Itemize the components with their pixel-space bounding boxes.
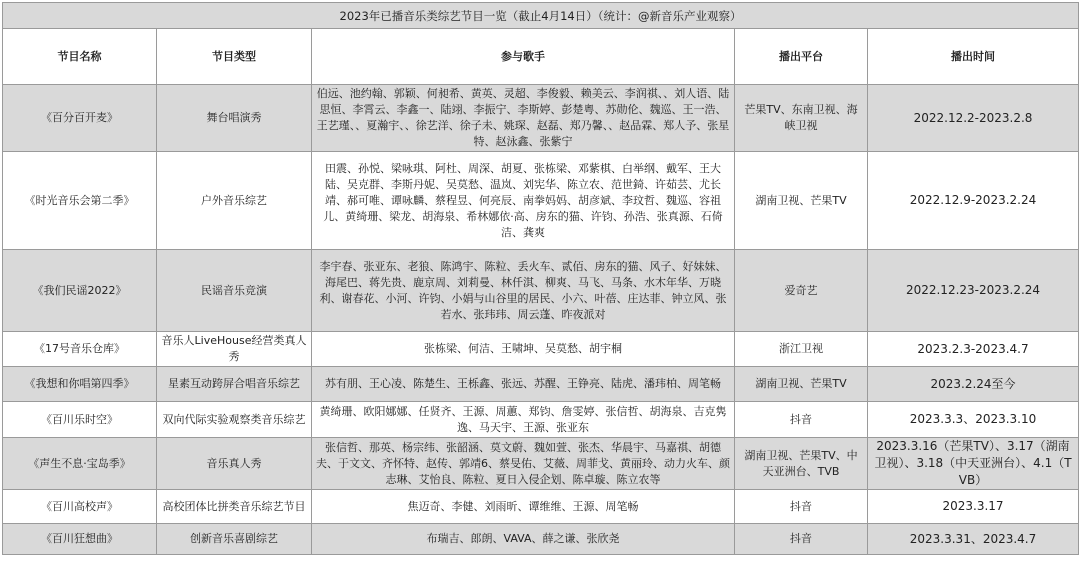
program-singers: 李宇春、张亚东、老狼、陈鸿宇、陈粒、丢火车、贰佰、房东的猫、风子、好妹妹、海尾巴、蒋先贵、鹿京周、刘莉曼、林仟淇、柳爽、马飞、马条、水木年华、万晓利、谢春花、小河、许钧、小娟与山谷里的居民、小六、叶蓓、庄达菲、钟立风、张若水、张玮玮、周云蓬、昨夜派对: [312, 250, 735, 332]
header-type: 节目类型: [157, 29, 312, 85]
program-name: 《百分百开麦》: [3, 85, 157, 152]
program-platform: 芒果TV、东南卫视、海峡卫视: [735, 85, 868, 152]
program-name: 《声生不息·宝岛季》: [3, 438, 157, 490]
program-name: 《百川乐时空》: [3, 402, 157, 438]
table-row: [3, 438, 1079, 490]
program-type: 户外音乐综艺: [157, 152, 312, 250]
table-row: [3, 332, 1079, 367]
table-row: [3, 402, 1079, 438]
program-platform: 湖南卫视、芒果TV: [735, 367, 868, 402]
program-time: 2023.3.17: [868, 490, 1079, 524]
music-variety-table: [2, 2, 1079, 555]
program-time: 2022.12.2-2023.2.8: [868, 85, 1079, 152]
program-name: 《17号音乐仓库》: [3, 332, 157, 367]
header-platform: 播出平台: [735, 29, 868, 85]
program-name: 《百川高校声》: [3, 490, 157, 524]
program-singers: 伯远、池约翰、郭颖、何昶希、黄英、灵超、李俊毅、赖美云、李润祺、、刘人语、陆思恒、李霄云、李鑫一、陆翊、李振宁、李斯婷、彭楚粤、苏勋伦、魏巡、王一浩、王艺瑾、、夏瀚宇、、徐艺洋、徐子未、姚琛、赵磊、郑乃馨、、赵品霖、郑人予、张星特、赵泳鑫、张紫宁: [312, 85, 735, 152]
table-row: [3, 250, 1079, 332]
table-row: [3, 85, 1079, 152]
table-row: [3, 490, 1079, 524]
program-time: 2023.3.31、2023.4.7: [868, 524, 1079, 555]
program-singers: 苏有朋、王心凌、陈楚生、王栎鑫、张远、苏醒、王铮亮、陆虎、潘玮柏、周笔畅: [312, 367, 735, 402]
program-type: 音乐人LiveHouse经营类真人秀: [157, 332, 312, 367]
table-row: [3, 367, 1079, 402]
program-platform: 抖音: [735, 524, 868, 555]
program-platform: 爱奇艺: [735, 250, 868, 332]
program-time: 2023.3.3、2023.3.10: [868, 402, 1079, 438]
program-name: 《时光音乐会第二季》: [3, 152, 157, 250]
program-singers: 张栋梁、何洁、王啸坤、吴莫愁、胡宇桐: [312, 332, 735, 367]
program-time: 2023.3.16（芒果TV）、3.17（湖南卫视）、3.18（中天亚洲台）、4.1（TVB）: [868, 438, 1079, 490]
program-singers: 布瑞吉、郎朗、VAVA、薛之谦、张欣尧: [312, 524, 735, 555]
program-singers: 黄绮珊、欧阳娜娜、任贤齐、王源、周蕙、郑钧、詹雯婷、张信哲、胡海泉、吉克隽逸、马天宇、王源、张亚东: [312, 402, 735, 438]
program-singers: 张信哲、那英、杨宗纬、张韶涵、莫文蔚、魏如萱、张杰、华晨宇、马嘉祺、胡德夫、于文文、齐怀特、赵传、郭靖6、蔡旻佑、艾薇、周菲戈、黄丽玲、动力火车、颜志琳、艾怡良、陈粒、夏日入侵企划、陈卓璇、陈立农等: [312, 438, 735, 490]
program-type: 星素互动跨屏合唱音乐综艺: [157, 367, 312, 402]
program-platform: 抖音: [735, 402, 868, 438]
program-name: 《百川狂想曲》: [3, 524, 157, 555]
program-type: 创新音乐喜剧综艺: [157, 524, 312, 555]
program-time: 2023.2.24至今: [868, 367, 1079, 402]
program-platform: 浙江卫视: [735, 332, 868, 367]
program-platform: 湖南卫视、芒果TV: [735, 152, 868, 250]
program-type: 民谣音乐竞演: [157, 250, 312, 332]
table-row: [3, 152, 1079, 250]
table-row: [3, 524, 1079, 555]
header-row: [3, 29, 1079, 85]
program-type: 舞台唱演秀: [157, 85, 312, 152]
program-time: 2022.12.9-2023.2.24: [868, 152, 1079, 250]
header-singers: 参与歌手: [312, 29, 735, 85]
program-singers: 焦迈奇、李健、刘雨昕、谭维维、王源、周笔畅: [312, 490, 735, 524]
program-platform: 抖音: [735, 490, 868, 524]
program-type: 高校团体比拼类音乐综艺节目: [157, 490, 312, 524]
program-name: 《我想和你唱第四季》: [3, 367, 157, 402]
program-time: 2023.2.3-2023.4.7: [868, 332, 1079, 367]
program-time: 2022.12.23-2023.2.24: [868, 250, 1079, 332]
program-type: 双向代际实验观察类音乐综艺: [157, 402, 312, 438]
program-type: 音乐真人秀: [157, 438, 312, 490]
header-name: 节目名称: [3, 29, 157, 85]
header-time: 播出时间: [868, 29, 1079, 85]
table-title: 2023年已播音乐类综艺节目一览（截止4月14日）（统计：@新音乐产业观察）: [3, 3, 1079, 29]
program-name: 《我们民谣2022》: [3, 250, 157, 332]
program-platform: 湖南卫视、芒果TV、中天亚洲台、TVB: [735, 438, 868, 490]
program-singers: 田震、孙悦、梁咏琪、阿杜、周深、胡夏、张栋梁、邓紫棋、白举纲、戴军、王大陆、吴克群、李斯丹妮、吴莫愁、温岚、刘宪华、陈立农、范世錡、许茹芸、尤长靖、郝可唯、谭咏麟、蔡程昱、何亮辰、南拳妈妈、胡彦斌、李玟哲、魏巡、容祖儿、黄绮珊、梁龙、胡海泉、希林娜依·高、房东的猫、许钧、孙浩、张真源、石倚洁、龚爽: [312, 152, 735, 250]
